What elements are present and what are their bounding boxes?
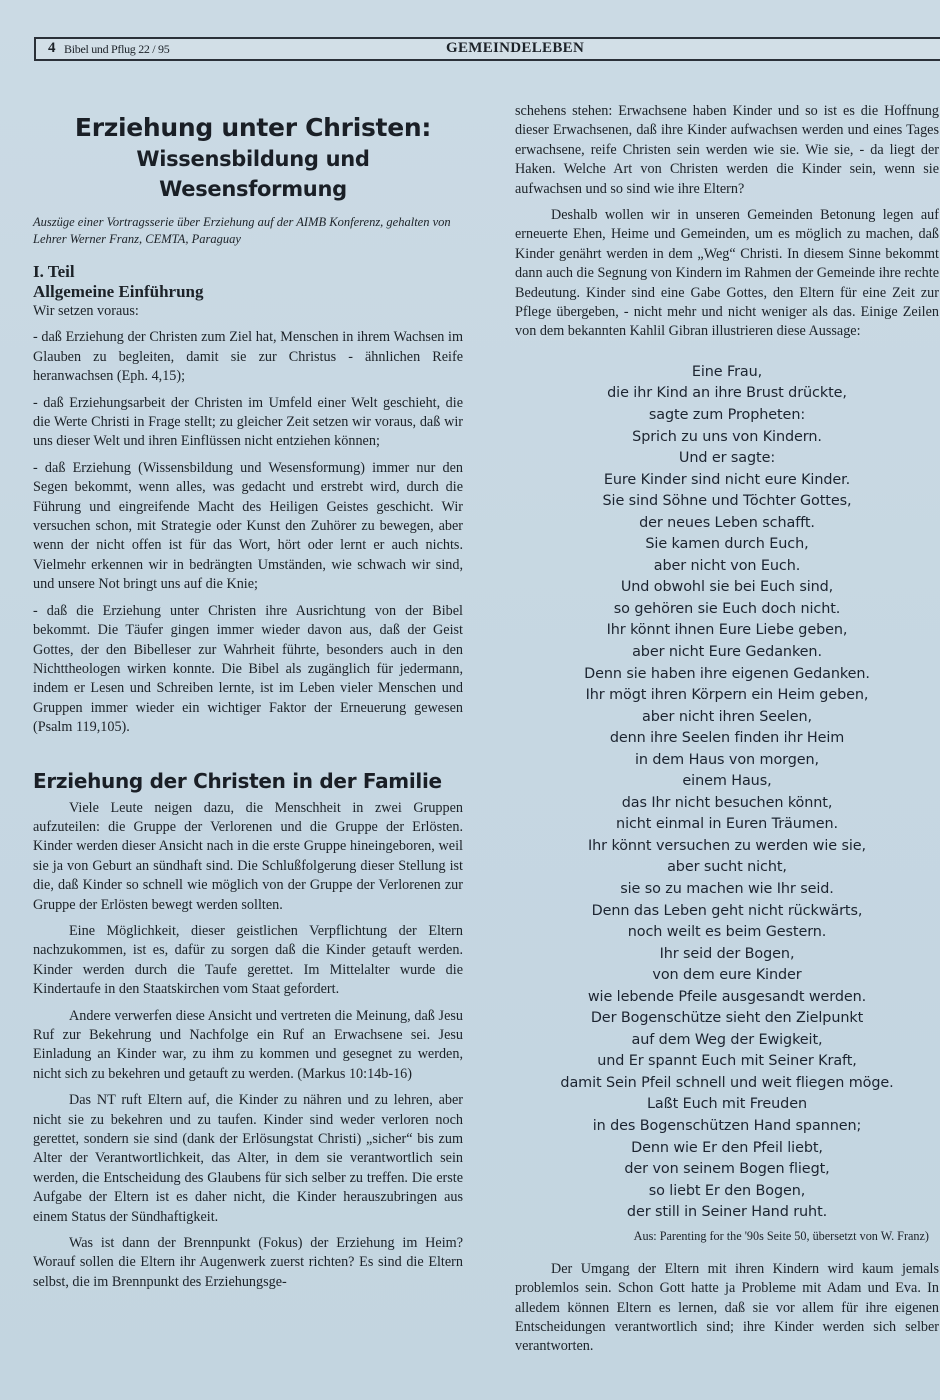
poem-line: sie so zu machen wie Ihr seid. [620, 881, 834, 897]
poem-line: Und obwohl sie bei Euch sind, [620, 579, 834, 596]
family-heading: Erziehung der Christen in der Familie [33, 768, 442, 793]
poem-line: aber sucht nicht, [667, 859, 787, 876]
poem-line: in dem Haus von morgen, [635, 751, 819, 768]
poem-source: Aus: Parenting for the '90s Seite 50, übersetzt von W. Franz) [633, 1228, 929, 1243]
poem-line: so gehören sie Euch doch nicht. [613, 600, 841, 617]
poem-line: wie lebende Pfeile ausgesandt werden. [587, 988, 867, 1005]
article-title: Erziehung unter Christen: [74, 113, 432, 142]
poem-line: aber nicht Eure Gedanken. [632, 643, 822, 660]
body-paragraph: Deshalb wollen wir in unseren Gemeinden Betonung legen auf erneuerte Ehen, Heime und Gemeinden, um es möglich zu machen, daß Kinder genährt werden in dem „Weg“ Christi. In diesem Sinne bekommt dann auch die Segnung von Kindern im Rahmen der Gemeinde ihre rechte Bedeutung. Kinder sind eine Gabe Gottes, den Eltern für eine Zeit zur Pflege übergeben, - nicht mehr und nicht weniger als das. Einige Zeilen von dem bekannten Kahlil Gibran illustrieren diese Aussage: [515, 207, 939, 340]
premise-paragraph: - daß Erziehung (Wissensbildung und Wesensformung) immer nur den Segen bekommt, wenn alles, was gedacht und erstrebt wird, durch die Führung und eingreifende Macht des Heiligen Geistes geschicht. Wir versuchen schon, mit Strategie oder Kunst den Zuhörer zu bewegen, aber wenn der nicht offen ist für das Wort, hört oder lernt er auch nichts. Vielmehr erkennen wir in bedrängten Umständen, wie schwach wir sind, und unsere Not bringt uns auf die Knie; [33, 459, 463, 593]
body-paragraph-continued: schehens stehen: Erwachsene haben Kinder und so ist es die Hoffnung dieser Erwachsenen, daß ihre Kinder aufwachsen werden und eines Tages erwachsene, reife Christen sein werden wie sie. Wie sie, - da liegt der Haken. Welche Art von Christen werden die Kinder sein, wenn sie aufwachsen und so sind wie ihre Eltern? [515, 103, 939, 197]
body-paragraph: Das NT ruft Eltern auf, die Kinder zu nähren und zu lehren, aber nicht sie zu bekehren und zu taufen. Kinder sind weder verloren noch gerettet, sondern sie sind (dank der Erlösungstat Christi) „sicher“ bis zum Alter der Verantwortlichkeit, das Alter, in dem sie verantwortlich sein werden, die Entscheidung des Glaubens für sich selber zu treffen. Die erste Aufgabe der Eltern ist es daher nicht, die Kinder herauszubringen aus einem Status der Sündhaftigkeit. [33, 1092, 463, 1225]
poem-line: von dem eure Kinder [652, 967, 802, 984]
poem-line: das Ihr nicht besuchen könnt, [621, 794, 833, 811]
body-paragraph: Andere verwerfen diese Ansicht und vertreten die Meinung, daß Jesu Ruf zur Bekehrung und Nachfolge ein Ruf an Erwachsene sei. Jesu Einladung an Kinder war, zu ihm zu kommen und gesegnet zu werden, nicht sich zu bekehren und getauft zu werden. (Markus 10:14b-16) [33, 1007, 463, 1082]
poem-line: so liebt Er den Bogen, [648, 1182, 806, 1199]
poem-line: nicht einmal in Euren Träumen. [616, 816, 838, 833]
premise-paragraph: - daß Erziehung der Christen zum Ziel hat, Menschen in ihrem Wachsen im Glauben zu begleiten, damit sie zur Christus - ähnlichen Reife heranwachsen (Eph. 4,15); [33, 329, 463, 385]
body-paragraph: Was ist dann der Brennpunkt (Fokus) der Erziehung im Heim? Worauf sollen die Eltern ihr Augenwerk zuerst richten? Es sind die Eltern selbst, die im Brennpunkt des Erziehungsge- [33, 1235, 463, 1290]
intro-text: Wir setzen voraus: [33, 303, 139, 319]
poem-line: Denn wie Er den Pfeil liebt, [631, 1139, 823, 1156]
poem-line: der von seinem Bogen fliegt, [624, 1161, 830, 1178]
poem-line: noch weilt es beim Gestern. [627, 924, 827, 941]
closing-paragraph: Der Umgang der Eltern mit ihren Kindern wird kaum jemals problemlos sein. Schon Gott hatte ja Probleme mit Adam und Eva. In alledem können Eltern es lernen, daß sie vor allem für ihre eigenen Entscheidungen verantwortlich sind; ihre Kinder werden sich selber verantworten. [515, 1260, 939, 1355]
poem-line: Der Bogenschütze sieht den Zielpunkt [590, 1010, 864, 1027]
poem-line: Denn sie haben ihre eigenen Gedanken. [584, 665, 870, 682]
body-paragraph: Eine Möglichkeit, dieser geistlichen Verpflichtung der Eltern nachzukommen, ist es, dafür zu sorgen daß die Kinder getauft werden. Kinder werden durch die Taufe gerettet. Im Mittelalter wurde die Kindertaufe in den Staatskirchen vom Staat gefordert. [33, 922, 463, 998]
poem-line: Eure Kinder sind nicht eure Kinder. [603, 471, 851, 488]
poem-line: denn ihre Seelen finden ihr Heim [609, 730, 845, 747]
poem-line: Und er sagte: [678, 450, 776, 467]
part-label: I. Teil [33, 262, 75, 281]
poem [515, 362, 939, 1224]
premise-paragraph: - daß die Erziehung unter Christen ihre Ausrichtung von der Bibel bekommt. Die Täufer gingen immer wieder davon aus, daß der Geist Gottes, der den Bibelleser zur Wahrheit führte, besonders auch in den Nichttheologen wirken konnte. Die Bibel als zugänglich für jedermann, indem er Lesen und Schreiben lernte, ist im Leben vieler Menschen und Gruppen immer wieder ein wichtiger Faktor der Erneuerung gewesen (Psalm 119,105). [33, 602, 463, 736]
poem-line: Sie kamen durch Euch, [645, 536, 809, 553]
right-column [515, 102, 939, 1357]
body-paragraph: Viele Leute neigen dazu, die Menschheit in zwei Gruppen aufzuteilen: die Gruppe der Verlorenen und die Gruppe der Erlösten. Kinder werden dieser Ansicht nach in die erste Gruppe hineingeboren, weil sie ja von Geburt an sündhaft sind. Die Schlußfolgerung dieser Stellung ist die, daß Kinder so schnell wie möglich von der Gruppe der Verlorenen zur Gruppe der Erlösten bewegt werden sollten. [33, 799, 463, 913]
poem-line: der neues Leben schafft. [639, 514, 815, 531]
page-number: 4 [48, 40, 56, 56]
poem-line: der still in Seiner Hand ruht. [626, 1204, 828, 1221]
page-header [34, 37, 940, 61]
magazine-issue: Bibel und Pflug 22 / 95 [64, 42, 170, 56]
premise-paragraph: - daß Erziehungsarbeit der Christen im Umfeld einer Welt geschieht, die die Werte Christi in Frage stellt; zu gleicher Zeit setzen wir voraus, daß wir uns dieser Welt und ihren Einflüssen nicht entziehen können; [33, 394, 463, 450]
left-column [33, 112, 463, 1292]
poem-line: sagte zum Propheten: [648, 406, 806, 423]
article-byline: Auszüge einer Vortragsserie über Erziehung auf der AIMB Konferenz, gehalten von Lehrer Werner Franz, CEMTA, Paraguay [33, 215, 451, 246]
article-subtitle-heading: Wissensbildung und Wesensformung [136, 147, 370, 201]
poem-line: die ihr Kind an ihre Brust drückte, [607, 385, 847, 402]
poem-line: Sprich zu uns von Kindern. [632, 428, 822, 445]
poem-line: Denn das Leben geht nicht rückwärts, [591, 902, 863, 919]
section-heading: Allgemeine Einführung [33, 282, 204, 301]
poem-line: Ihr seid der Bogen, [659, 945, 795, 962]
section-title: GEMEINDELEBEN [446, 40, 585, 56]
poem-line: auf dem Weg der Ewigkeit, [631, 1031, 823, 1048]
poem-line: in des Bogenschützen Hand spannen; [592, 1118, 862, 1135]
poem-line: Ihr könnt ihnen Eure Liebe geben, [606, 622, 848, 639]
poem-line: Sie sind Söhne und Töchter Gottes, [602, 493, 852, 510]
poem-line: einem Haus, [682, 773, 772, 790]
poem-line: Ihr mögt ihren Körpern ein Heim geben, [585, 687, 869, 704]
poem-line: Ihr könnt versuchen zu werden wie sie, [588, 837, 866, 854]
poem-line: damit Sein Pfeil schnell und weit fliegen möge. [560, 1074, 894, 1091]
poem-line: Eine Frau, [691, 363, 763, 380]
poem-line: aber nicht ihren Seelen, [642, 708, 812, 725]
poem-line: Laßt Euch mit Freuden [647, 1096, 807, 1113]
poem-line: aber nicht von Euch. [653, 557, 801, 574]
poem-line: und Er spannt Euch mit Seiner Kraft, [597, 1053, 857, 1070]
